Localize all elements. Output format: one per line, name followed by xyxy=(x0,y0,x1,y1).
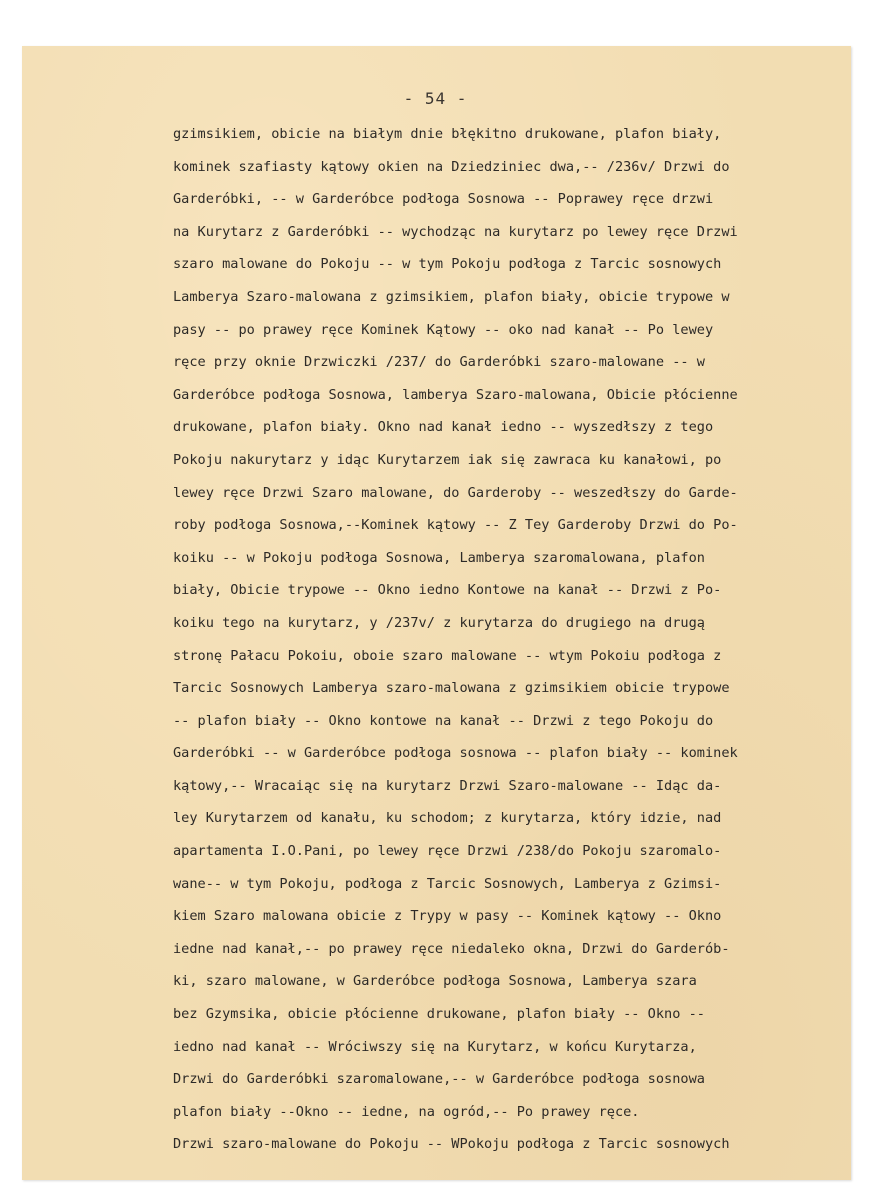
text-line: biały, Obicie trypowe -- Okno iedno Kontowe na kanał -- Drzwi z Po- xyxy=(173,582,722,599)
text-line: stronę Pałacu Pokoiu, oboie szaro malowane -- wtym Pokoiu podłoga z xyxy=(173,647,722,664)
text-line: kiem Szaro malowana obicie z Trypy w pasy -- Kominek kątowy -- Okno xyxy=(173,908,722,925)
text-line: iedno nad kanał -- Wróciwszy się na Kurytarz, w końcu Kurytarza, xyxy=(173,1038,697,1055)
text-line: Drzwi szaro-malowane do Pokoju -- WPokoju podłoga z Tarcic sosnowych xyxy=(173,1136,730,1153)
text-line: ręce przy oknie Drzwiczki /237/ do Garderóbki szaro-malowane -- w xyxy=(173,354,705,371)
text-line: Garderóbce podłoga Sosnowa, lamberya Szaro-malowana, Obicie płócienne xyxy=(173,386,738,403)
text-line: drukowane, plafon biały. Okno nad kanał iedno -- wyszedłszy z tego xyxy=(173,419,714,436)
text-line: ki, szaro malowane, w Garderóbce podłoga Sosnowa, Lamberya szara xyxy=(173,973,697,990)
text-line: lewey ręce Drzwi Szaro malowane, do Garderoby -- weszedłszy do Garde- xyxy=(173,484,738,501)
text-line: Tarcic Sosnowych Lamberya szaro-malowana z gzimsikiem obicie trypowe xyxy=(173,680,730,697)
text-line: Drzwi do Garderóbki szaromalowane,-- w Garderóbce podłoga sosnowa xyxy=(173,1071,705,1088)
text-line: iedne nad kanał,-- po prawey ręce niedaleko okna, Drzwi do Garderób- xyxy=(173,940,730,957)
text-line: ley Kurytarzem od kanału, ku schodom; z kurytarza, który idzie, nad xyxy=(173,810,722,827)
text-line: roby podłoga Sosnowa,--Kominek kątowy -- Z Tey Garderoby Drzwi do Po- xyxy=(173,517,738,534)
text-line: gzimsikiem, obicie na białym dnie błękitno drukowane, plafon biały, xyxy=(173,126,722,142)
text-line: Garderóbki -- w Garderóbce podłoga sosnowa -- plafon biały -- kominek xyxy=(173,745,738,762)
text-line: pasy -- po prawey ręce Kominek Kątowy -- oko nad kanał -- Po lewey xyxy=(173,321,714,338)
text-line: kominek szafiasty kątowy okien na Dziedziniec dwa,-- /236v/ Drzwi do xyxy=(173,158,730,175)
text-line: apartamenta I.O.Pani, po lewey ręce Drzwi /238/do Pokoju szaromalo- xyxy=(173,843,722,860)
text-line: szaro malowane do Pokoju -- w tym Pokoju podłoga z Tarcic sosnowych xyxy=(173,256,722,273)
text-line: koiku -- w Pokoju podłoga Sosnowa, Lamberya szaromalowana, plafon xyxy=(173,549,705,566)
text-line: plafon biały --Okno -- iedne, na ogród,-- Po prawey ręce. xyxy=(173,1103,640,1120)
text-line: bez Gzymsika, obicie płócienne drukowane, plafon biały -- Okno -- xyxy=(173,1006,705,1023)
page-number: - 54 - xyxy=(403,89,468,108)
text-line: Garderóbki, -- w Garderóbce podłoga Sosnowa -- Poprawey ręce drzwi xyxy=(173,191,714,208)
text-line: koiku tego na kurytarz, y /237v/ z kurytarza do drugiego na drugą xyxy=(173,614,705,631)
text-line: -- plafon biały -- Okno kontowe na kanał -- Drzwi z tego Pokoju do xyxy=(173,712,714,729)
typewritten-body xyxy=(173,118,853,1161)
text-line: Pokoju nakurytarz y idąc Kurytarzem iak się zawraca ku kanałowi, po xyxy=(173,451,722,468)
text-line: na Kurytarz z Garderóbki -- wychodząc na kurytarz po lewey ręce Drzwi xyxy=(173,223,738,240)
text-line: wane-- w tym Pokoju, podłoga z Tarcic Sosnowych, Lamberya z Gzimsi- xyxy=(173,875,722,892)
text-line: Lamberya Szaro-malowana z gzimsikiem, plafon biały, obicie trypowe w xyxy=(173,288,730,305)
text-line: kątowy,-- Wracaiąc się na kurytarz Drzwi Szaro-malowane -- Idąc da- xyxy=(173,777,722,794)
